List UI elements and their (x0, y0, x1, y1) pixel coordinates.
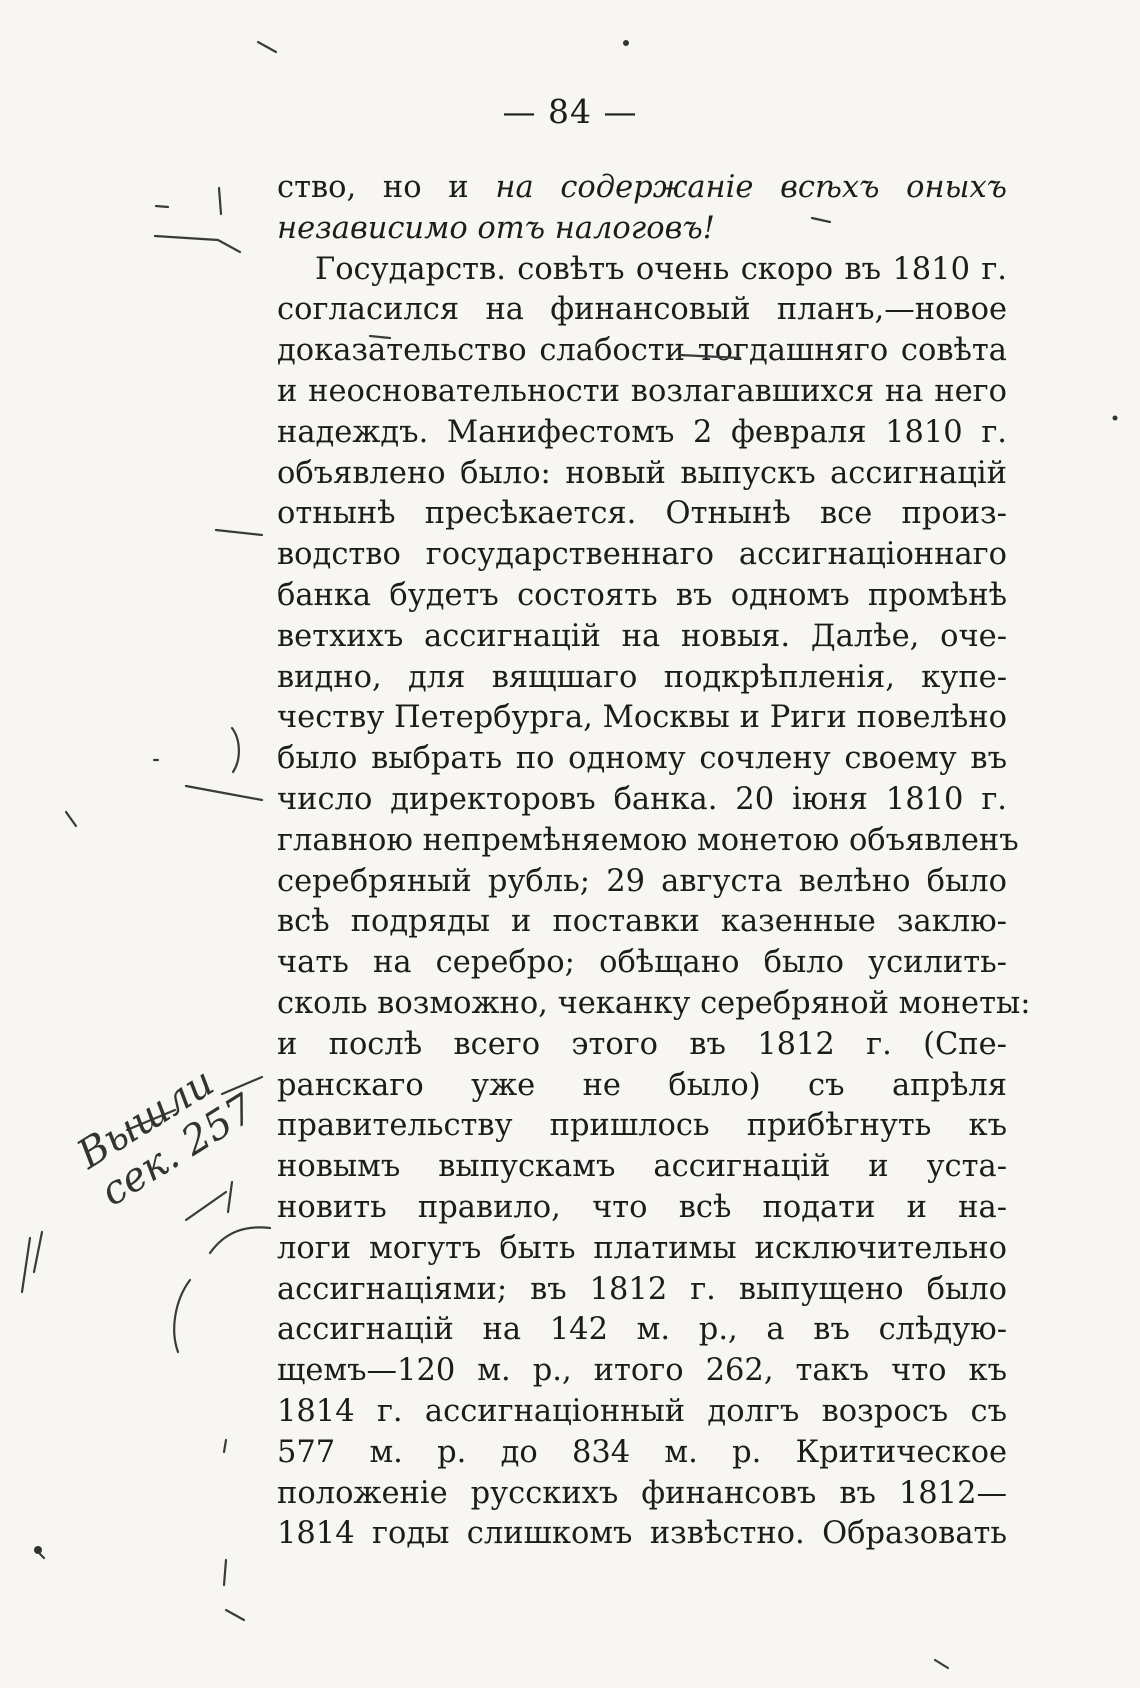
text-line-15: было выбрать по одному сочлену своему въ (277, 741, 1007, 777)
text-line-12: ветхихъ ассигнацiй на новыя. Далѣе, оче- (277, 618, 1007, 654)
handwritten-margin-note (70, 1049, 262, 1215)
pencil-dot-2 (623, 40, 629, 46)
text-line-27: логи могутъ быть платимы исключительно (277, 1230, 1007, 1266)
text-line-1-plain: ство, но и (277, 170, 496, 205)
pencil-brace-3 (228, 1182, 232, 1212)
text-line-24: правительству пришлось прибѣгнуть къ (277, 1108, 1007, 1144)
text-line-6: и неосновательности возлагавшихся на него (277, 373, 1007, 409)
pencil-dot-4 (34, 1546, 42, 1554)
body-text (277, 168, 1031, 1555)
pencil-dash-1 (155, 236, 240, 252)
text-line-10: водство государственнаго ассигнацiоннаго (277, 537, 1007, 573)
pencil-vertical-left-2 (34, 1232, 42, 1272)
text-line-30: щемъ—120 м. р., итого 262, такъ что къ (277, 1353, 1007, 1389)
text-line-17: главною непремѣняемою монетою объявленъ (277, 822, 1019, 858)
pencil-brace-5 (224, 1560, 226, 1585)
pencil-brace-2 (232, 728, 239, 772)
pencil-vertical-left-1 (22, 1238, 30, 1292)
text-line-19: всѣ подряды и поставки казенные заклю- (277, 904, 1007, 940)
text-line-13: видно, для вящшаго подкрѣпленiя, купе- (277, 659, 1007, 695)
text-line-20: чать на серебро; обѣщано было усилить- (277, 945, 1007, 981)
pencil-brace-1 (219, 188, 221, 214)
pencil-tick-2 (66, 812, 76, 826)
text-line-5: доказательство слабости тогдашняго совѣта (277, 333, 1007, 369)
text-line-32: 577 м. р. до 834 м. р. Критическое (277, 1434, 1007, 1470)
text-line-23: ранскаго уже не было) съ апрѣля (277, 1067, 1007, 1103)
text-line-18: серебряный рубль; 29 августа велѣно было (277, 863, 1007, 899)
pencil-dash-9 (186, 1192, 226, 1220)
text-line-4: согласился на финансовый планъ,—новое (277, 292, 1007, 328)
text-line-31: 1814 г. ассигнацiонный долгъ возросъ съ (277, 1393, 1007, 1429)
handwritten-margin-note-text: Вышли сек. 257 (69, 1059, 263, 1216)
text-line-26: новить правило, что всѣ подати и на- (277, 1189, 1007, 1225)
text-line-3: Государств. совѣтъ очень скоро въ 1810 г. (315, 251, 1007, 287)
text-line-22: и послѣ всего этого въ 1812 г. (Спе- (277, 1026, 1007, 1062)
text-line-14: честву Петербурга, Москвы и Риги повелѣно (277, 700, 1007, 736)
page-number: — 84 — (502, 92, 638, 131)
text-line-28: ассигнацiями; въ 1812 г. выпущено было (277, 1271, 1007, 1307)
pencil-dash-2 (156, 206, 168, 207)
pencil-mark-bottom-2 (935, 1660, 948, 1668)
text-line-29: ассигнацiй на 142 м. р., а въ слѣдую- (277, 1312, 1007, 1348)
text-line-33: положенiе русскихъ финансовъ въ 1812— (277, 1475, 1007, 1511)
text-line-8: объявлено было: новый выпускъ ассигнацiй (277, 455, 1007, 491)
pencil-mark-bottom (226, 1610, 244, 1620)
pencil-mark-bottom-3 (40, 1554, 44, 1558)
pencil-dot-3 (1113, 416, 1118, 421)
pencil-dash-8 (210, 1227, 270, 1253)
text-line-21: сколь возможно, чеканку серебряной монеты: (277, 985, 1031, 1021)
text-line-9: отнынѣ пресѣкается. Отнынѣ все произ- (277, 496, 1007, 532)
text-line-7: надеждъ. Манифестомъ 2 февраля 1810 г. (277, 414, 1007, 450)
pencil-dash-5 (186, 786, 262, 800)
pencil-tick-top (258, 42, 276, 52)
text-line-1 (277, 168, 1007, 209)
text-line-34: 1814 годы слишкомъ извѣстно. Образовать (277, 1516, 1007, 1552)
text-line-1-italic: на содержанiе всѣхъ оныхъ (495, 170, 1007, 205)
pencil-curve (174, 1280, 190, 1352)
text-line-2: независимо отъ налоговъ! (277, 210, 715, 246)
text-line-16: число директоровъ банка. 20 iюня 1810 г. (277, 781, 1007, 817)
text-line-11: банка будетъ состоять въ одномъ промѣнѣ (277, 577, 1007, 613)
pencil-dash-4 (216, 530, 262, 535)
pencil-brace-4 (224, 1440, 226, 1452)
text-line-25: новымъ выпускамъ ассигнацiй и уста- (277, 1149, 1007, 1185)
